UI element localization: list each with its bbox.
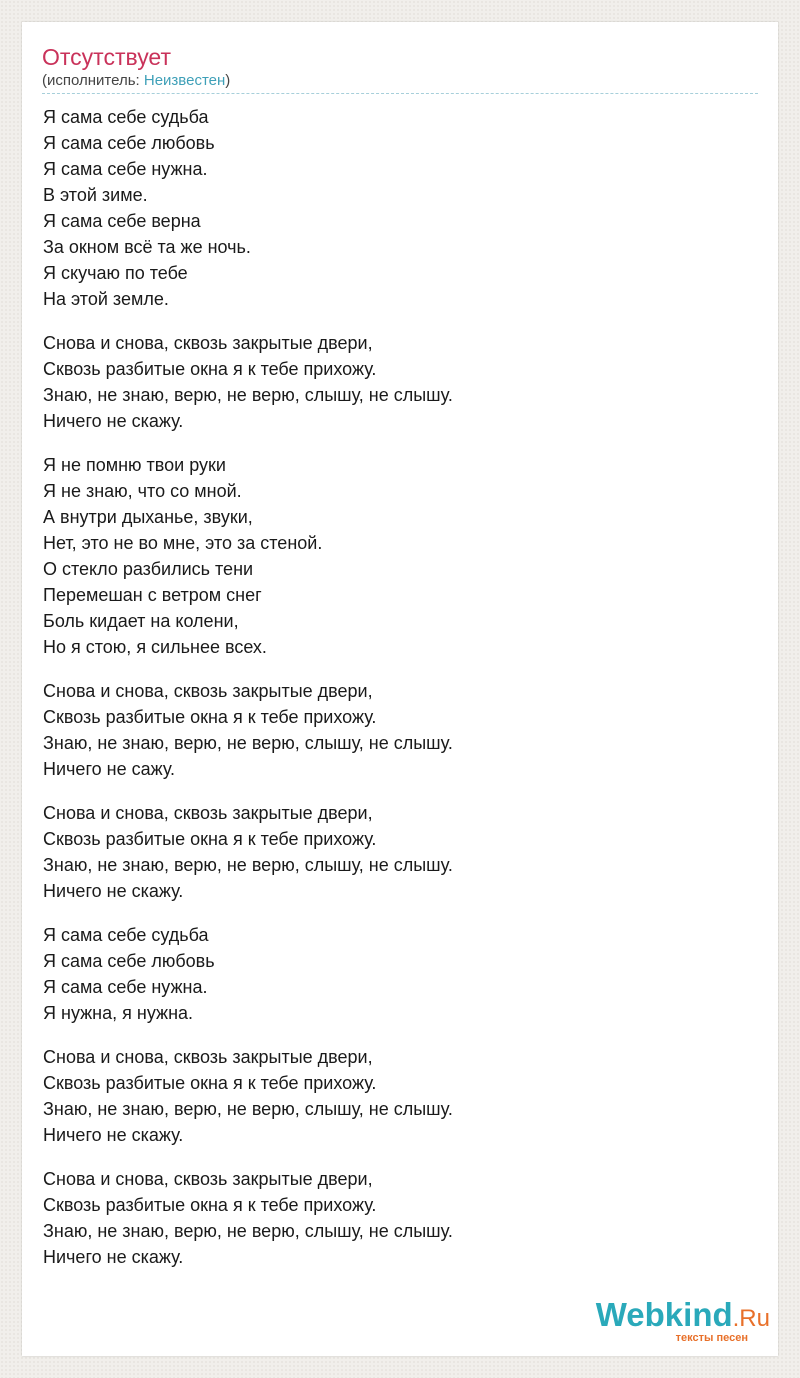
lyrics-line: Я не помню твои руки [43, 455, 226, 475]
lyrics-line: Я сама себе судьба [43, 107, 209, 127]
header-divider [42, 93, 758, 94]
lyrics-line: Я сама себе любовь [43, 951, 215, 971]
artist-line [42, 71, 230, 91]
artist-prefix: (исполнитель: [42, 72, 144, 89]
lyrics-stanza [43, 1166, 743, 1270]
lyrics-card [22, 22, 778, 1356]
lyrics-line: Я не знаю, что со мной. [43, 481, 242, 501]
logo-tagline: тексты песен [675, 1332, 748, 1344]
lyrics-line: Боль кидает на колени, [43, 611, 239, 631]
logo-name: Webkind [595, 1296, 733, 1333]
lyrics-line: Снова и снова, сквозь закрытые двери, [43, 333, 373, 353]
lyrics-line: Ничего не скажу. [43, 411, 184, 431]
site-logo[interactable] [596, 1298, 770, 1344]
lyrics-stanza [43, 922, 743, 1026]
artist-link[interactable]: Неизвестен [143, 72, 226, 89]
song-title: Отсутствует [42, 44, 171, 70]
lyrics-line: Сквозь разбитые окна я к тебе прихожу. [43, 829, 377, 849]
lyrics-line: Я скучаю по тебе [43, 263, 188, 283]
logo-tld: .Ru [732, 1305, 770, 1332]
lyrics-line: Перемешан с ветром снег [43, 585, 262, 605]
lyrics-line: Ничего не скажу. [43, 881, 184, 901]
lyrics-line: Снова и снова, сквозь закрытые двери, [43, 681, 373, 701]
lyrics-line: Снова и снова, сквозь закрытые двери, [43, 803, 373, 823]
lyrics-text [43, 104, 743, 1288]
artist-suffix: ) [225, 72, 231, 89]
lyrics-line: Сквозь разбитые окна я к тебе прихожу. [43, 707, 377, 727]
lyrics-line: Знаю, не знаю, верю, не верю, слышу, не слышу. [43, 1221, 453, 1241]
lyrics-stanza [43, 678, 743, 782]
lyrics-line: За окном всё та же ночь. [43, 237, 251, 257]
lyrics-line: Я сама себе нужна. [43, 977, 208, 997]
lyrics-line: Ничего не сажу. [43, 759, 176, 779]
lyrics-line: Знаю, не знаю, верю, не верю, слышу, не слышу. [43, 1099, 453, 1119]
lyrics-stanza [43, 1044, 743, 1148]
lyrics-line: На этой земле. [43, 289, 169, 309]
lyrics-stanza [43, 104, 743, 312]
lyrics-line: Сквозь разбитые окна я к тебе прихожу. [43, 1073, 377, 1093]
lyrics-stanza [43, 800, 743, 904]
lyrics-line: Ничего не скажу. [43, 1125, 184, 1145]
lyrics-stanza [43, 452, 743, 660]
lyrics-line: Я нужна, я нужна. [43, 1003, 194, 1023]
lyrics-line: Снова и снова, сквозь закрытые двери, [43, 1047, 373, 1067]
lyrics-line: Но я стою, я сильнее всех. [43, 637, 267, 657]
lyrics-line: Я сама себе верна [43, 211, 201, 231]
lyrics-stanza [43, 330, 743, 434]
lyrics-line: Ничего не скажу. [43, 1247, 184, 1267]
logo-wordmark [596, 1298, 770, 1336]
lyrics-line: О стекло разбились тени [43, 559, 254, 579]
lyrics-line: В этой зиме. [43, 185, 148, 205]
lyrics-line: Я сама себе любовь [43, 133, 215, 153]
lyrics-line: Сквозь разбитые окна я к тебе прихожу. [43, 1195, 377, 1215]
lyrics-line: Я сама себе нужна. [43, 159, 208, 179]
lyrics-line: Я сама себе судьба [43, 925, 209, 945]
lyrics-line: А внутри дыханье, звуки, [43, 507, 253, 527]
lyrics-line: Нет, это не во мне, это за стеной. [43, 533, 323, 553]
lyrics-line: Сквозь разбитые окна я к тебе прихожу. [43, 359, 377, 379]
lyrics-line: Знаю, не знаю, верю, не верю, слышу, не слышу. [43, 733, 453, 753]
lyrics-line: Знаю, не знаю, верю, не верю, слышу, не слышу. [43, 385, 453, 405]
lyrics-line: Знаю, не знаю, верю, не верю, слышу, не слышу. [43, 855, 453, 875]
lyrics-line: Снова и снова, сквозь закрытые двери, [43, 1169, 373, 1189]
